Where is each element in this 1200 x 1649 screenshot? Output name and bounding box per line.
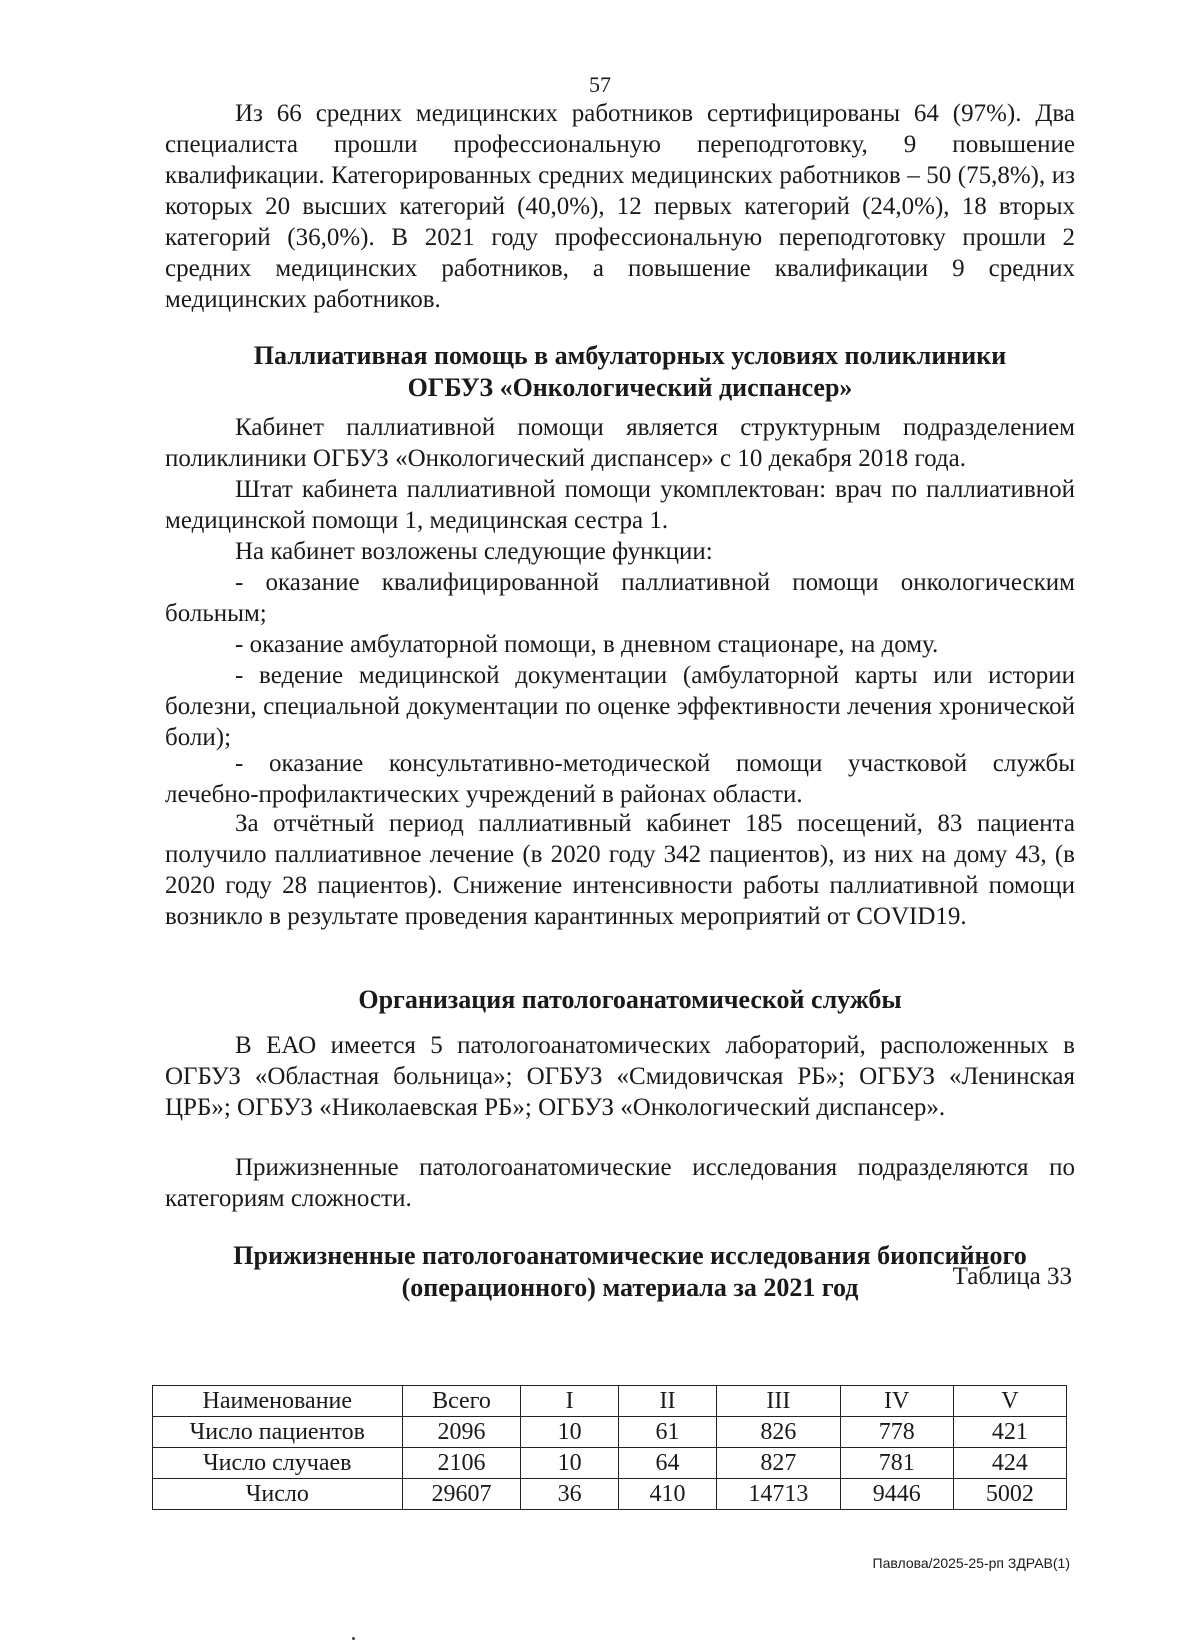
table-row <box>153 1417 1067 1448</box>
list-item-function-4: - оказание консультативно-методической помощи участковой службы лечебно-профилактических учреждений в районах области. <box>165 750 1075 808</box>
table-header-cell: III <box>717 1386 840 1417</box>
table-title-line1: Прижизненные патологоанатомические исследования биопсийного <box>233 1241 1027 1270</box>
table-cell: 778 <box>840 1417 953 1448</box>
heading-palliative-line2: ОГБУЗ «Онкологический диспансер» <box>407 373 853 402</box>
table-cell: 64 <box>618 1448 716 1479</box>
table-cell: 827 <box>717 1448 840 1479</box>
table-header-cell: V <box>953 1386 1066 1417</box>
scan-speck <box>352 1637 355 1640</box>
table-cell: 826 <box>717 1417 840 1448</box>
page-number: 57 <box>589 72 611 97</box>
table-header-cell: Всего <box>402 1386 521 1417</box>
table-cell: 5002 <box>953 1479 1066 1510</box>
paragraph-palliative-statistics: За отчётный период паллиативный кабинет 185 посещений, 83 пациента получило паллиативное лечение (в 2020 году 342 пациентов), из них на дому 43, (в 2020 году 28 пациентов). Снижение интенсивности работы паллиативной помощи возникло в результате проведения карантинных мероприятий от COVID19. <box>165 810 1075 930</box>
table-header-cell: I <box>521 1386 618 1417</box>
table-cell: 61 <box>618 1417 716 1448</box>
biopsy-studies-table <box>152 1385 1067 1510</box>
table-cell: 29607 <box>402 1479 521 1510</box>
paragraph-nurses-certification: Из 66 средних медицинских работников сертифицированы 64 (97%). Два специалиста прошли профессиональную переподготовку, 9 повышение квалификации. Категорированных средних медицинских работников – 50 (75,8%), из которых 20 высших категорий (40,0%), 12 первых категорий (24,0%), 18 вторых категорий (36,0%). В 2021 году профессиональную переподготовку прошли 2 средних медицинских работников, а повышение квалификации 9 средних медицинских работников. <box>165 100 1075 313</box>
table-cell: 2096 <box>402 1417 521 1448</box>
list-item-function-1: - оказание квалифицированной паллиативной помощи онкологическим больным; <box>165 569 1075 627</box>
paragraph-palliative-cabinet: Кабинет паллиативной помощи является структурным подразделением поликлиники ОГБУЗ «Онкологический диспансер» с 10 декабря 2018 года. <box>165 414 1075 472</box>
table-cell: 36 <box>521 1479 618 1510</box>
paragraph-pathology-categories: Прижизненные патологоанатомические исследования подразделяются по категориям сложности. <box>165 1154 1075 1212</box>
table-row <box>153 1448 1067 1479</box>
table-cell: Число случаев <box>153 1448 403 1479</box>
table-cell: 2106 <box>402 1448 521 1479</box>
table-cell: 10 <box>521 1417 618 1448</box>
table-cell: 410 <box>618 1479 716 1510</box>
heading-pathology-service: Организация патологоанатомической службы <box>358 985 902 1014</box>
paragraph-pathology-labs: В ЕАО имеется 5 патологоанатомических лабораторий, расположенных в ОГБУЗ «Областная больница»; ОГБУЗ «Смидовичская РБ»; ОГБУЗ «Ленинская ЦРБ»; ОГБУЗ «Николаевская РБ»; ОГБУЗ «Онкологический диспансер». <box>165 1032 1075 1121</box>
heading-palliative-line1: Паллиативная помощь в амбулаторных условиях поликлиники <box>253 341 1007 370</box>
table-cell: 421 <box>953 1417 1066 1448</box>
footer-document-id: Павлова/2025-25-рп ЗДРАВ(1) <box>872 1555 1070 1571</box>
paragraph-palliative-staff: Штат кабинета паллиативной помощи укомплектован: врач по паллиативной медицинской помощи 1, медицинская сестра 1. <box>165 476 1075 534</box>
list-item-function-3: - ведение медицинской документации (амбулаторной карты или истории болезни, специальной документации по оценке эффективности лечения хронической боли); <box>165 662 1075 751</box>
table-cell: 781 <box>840 1448 953 1479</box>
table-header-cell: II <box>618 1386 716 1417</box>
table-title-line2: (операционного) материала за 2021 год <box>401 1273 859 1302</box>
table-cell: 14713 <box>717 1479 840 1510</box>
table-cell: Число <box>153 1479 403 1510</box>
table-cell: Число пациентов <box>153 1417 403 1448</box>
list-item-function-2: - оказание амбулаторной помощи, в дневном стационаре, на дому. <box>235 631 939 658</box>
table-header-cell: Наименование <box>153 1386 403 1417</box>
table-cell: 424 <box>953 1448 1066 1479</box>
paragraph-functions-intro: На кабинет возложены следующие функции: <box>235 538 713 565</box>
table-caption: Таблица 33 <box>952 1263 1072 1290</box>
table-header-row <box>153 1386 1067 1417</box>
table-cell: 10 <box>521 1448 618 1479</box>
table-header-cell: IV <box>840 1386 953 1417</box>
table-row <box>153 1479 1067 1510</box>
table-cell: 9446 <box>840 1479 953 1510</box>
